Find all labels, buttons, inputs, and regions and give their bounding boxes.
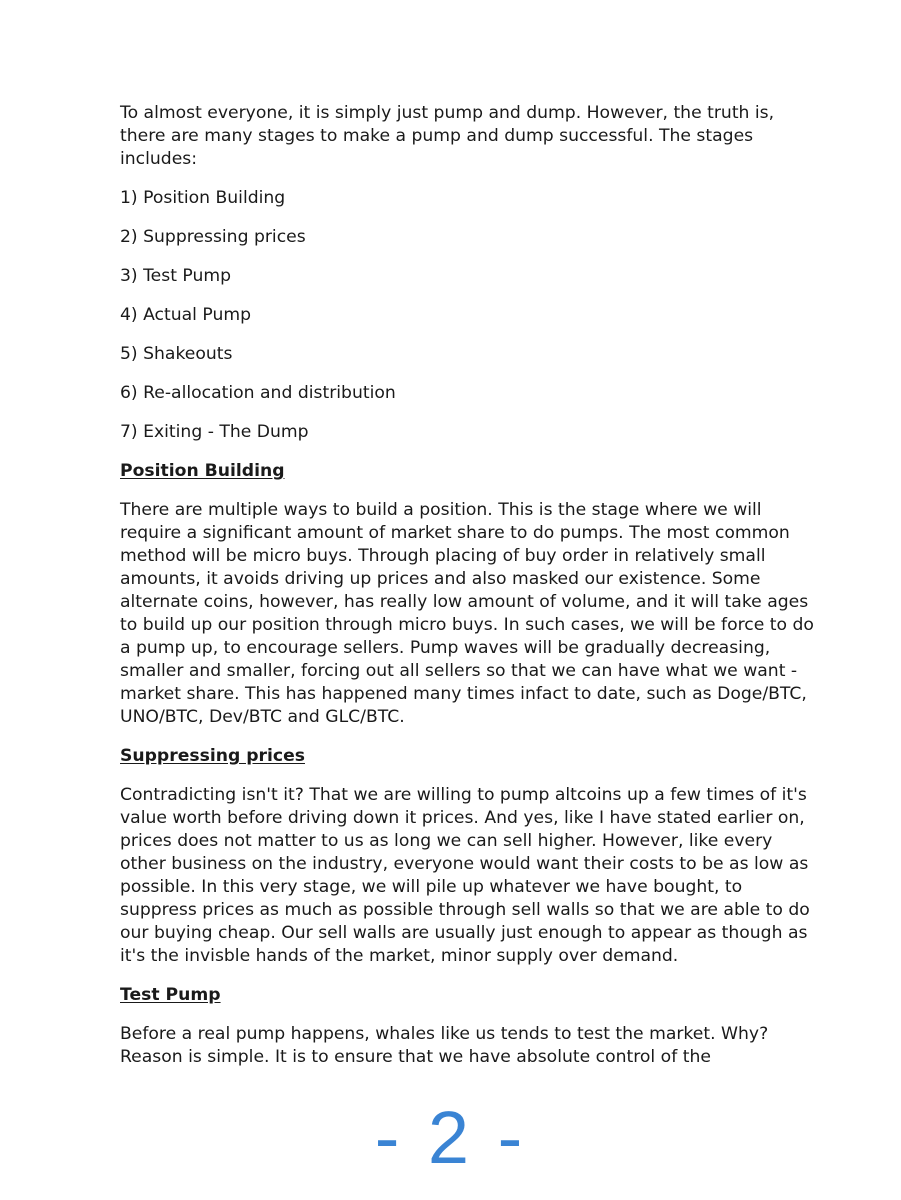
list-item: 2) Suppressing prices [120, 227, 306, 247]
list-item: 4) Actual Pump [120, 305, 252, 325]
list-item: 7) Exiting - The Dump [120, 422, 309, 442]
section-heading: Suppressing prices [120, 746, 305, 766]
section-heading: Test Pump [120, 985, 221, 1005]
page-number: - 2 - [374, 1096, 527, 1179]
document-body [120, 102, 820, 1085]
section-position-building [120, 460, 820, 729]
section-heading: Position Building [120, 461, 285, 481]
section-paragraph: Contradicting isn't it? That we are willing to pump altcoins up a few times of it's value worth before driving down it prices. And yes, like I have stated earlier on, prices does not matter to us as long we can sell higher. However, like every other business on the industry, everyone would want their costs to be as low as possible. In this very stage, we will pile up whatever we have bought, to suppress prices as much as possible through sell walls so that we are able to do our buying cheap. Our sell walls are usually just enough to appear as though as it's the invisble hands of the market, minor supply over demand. [120, 785, 810, 966]
list-item: 6) Re-allocation and distribution [120, 383, 396, 403]
section-suppressing-prices [120, 745, 820, 968]
list-item: 3) Test Pump [120, 266, 232, 286]
section-paragraph: Before a real pump happens, whales like us tends to test the market. Why? Reason is simple. It is to ensure that we have absolute control of the [120, 1024, 769, 1067]
stages-list [120, 187, 820, 444]
section-test-pump [120, 984, 820, 1069]
intro-paragraph: To almost everyone, it is simply just pump and dump. However, the truth is, there are many stages to make a pump and dump successful. The stages includes: [120, 103, 775, 169]
list-item: 1) Position Building [120, 188, 286, 208]
section-paragraph: There are multiple ways to build a position. This is the stage where we will require a significant amount of market share to do pumps. The most common method will be micro buys. Through placing of buy order in relatively small amounts, it avoids driving up prices and also masked our existence. Some alternate coins, however, has really low amount of volume, and it will take ages to build up our position through micro buys. In such cases, we will be force to do a pump up, to encourage sellers. Pump waves will be gradually decreasing, smaller and smaller, forcing out all sellers so that we can have what we want - market share. This has happened many times infact to date, such as Doge/BTC, UNO/BTC, Dev/BTC and GLC/BTC. [120, 500, 814, 727]
list-item: 5) Shakeouts [120, 344, 233, 364]
